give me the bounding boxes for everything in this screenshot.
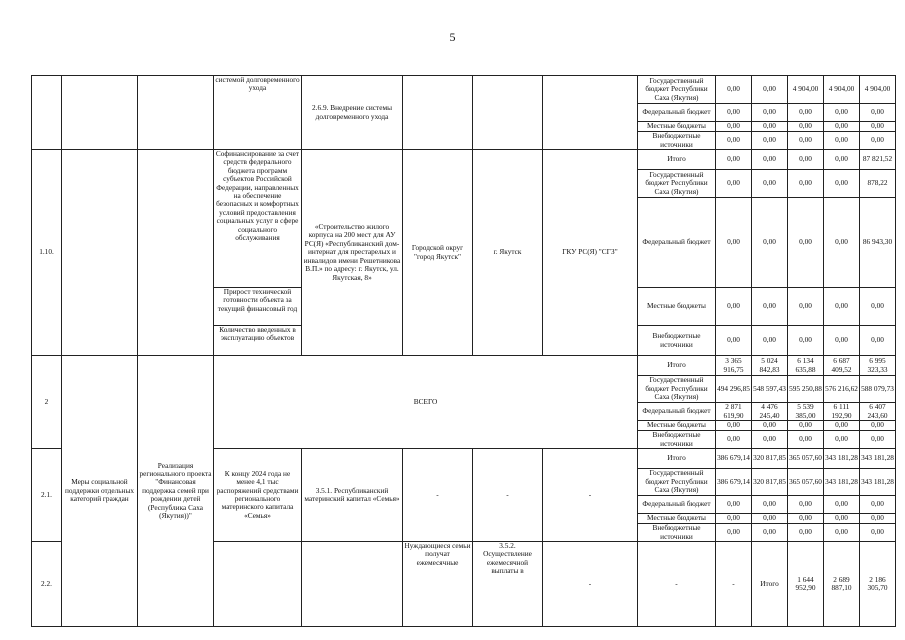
value-cell: 4 476 245,40 bbox=[752, 403, 788, 421]
value-cell: 0,00 bbox=[824, 421, 860, 431]
value-cell: 343 181,28 bbox=[860, 449, 896, 469]
value-cell: 0,00 bbox=[824, 288, 860, 326]
value-cell: 0,00 bbox=[716, 150, 752, 170]
task-cell: Количество введенных в эксплуатацию объектов bbox=[214, 326, 302, 356]
value-cell: 0,00 bbox=[860, 421, 896, 431]
executor-cell: ГКУ РС(Я) "СГЗ" bbox=[543, 150, 638, 356]
value-cell: 386 679,14 bbox=[716, 469, 752, 496]
value-cell: 0,00 bbox=[860, 288, 896, 326]
value-cell: 0,00 bbox=[824, 198, 860, 288]
value-cell: 0,00 bbox=[860, 122, 896, 132]
city-cell: г. Якутск bbox=[473, 150, 543, 356]
task-cell: К концу 2024 года не менее 4,1 тыс распоряжений средствами регионального материнского капитала «Семья» bbox=[214, 449, 302, 542]
table-row bbox=[32, 150, 896, 170]
event-cell: 3.5.2. Осуществление ежемесячной выплаты в bbox=[473, 542, 543, 627]
value-cell: 6 407 243,60 bbox=[860, 403, 896, 421]
value-cell: 0,00 bbox=[860, 496, 896, 514]
value-cell: 6 995 323,33 bbox=[860, 356, 896, 376]
value-cell: 595 250,88 bbox=[788, 376, 824, 403]
value-cell: 878,22 bbox=[860, 170, 896, 198]
value-cell: 3 365 916,75 bbox=[716, 356, 752, 376]
value-cell: 6 687 409,52 bbox=[824, 356, 860, 376]
value-cell: 6 111 192,90 bbox=[824, 403, 860, 421]
executor-cell: - bbox=[543, 449, 638, 542]
value-cell: 0,00 bbox=[788, 104, 824, 122]
value-cell: 0,00 bbox=[824, 431, 860, 449]
total-cell: ВСЕГО bbox=[214, 356, 638, 449]
value-cell: 0,00 bbox=[716, 170, 752, 198]
value-cell: 0,00 bbox=[788, 431, 824, 449]
value-cell: 0,00 bbox=[752, 122, 788, 132]
event-cell: 2.6.9. Внедрение системы долговременного ухода bbox=[302, 76, 403, 150]
row-number: 2.1. bbox=[32, 449, 62, 542]
value-cell: 0,00 bbox=[824, 524, 860, 542]
value-cell: 0,00 bbox=[788, 514, 824, 524]
value-cell: 5 024 842,83 bbox=[752, 356, 788, 376]
value-cell: 0,00 bbox=[824, 326, 860, 356]
source-cell: Государственный бюджет Республики Саха (Якутия) bbox=[638, 170, 716, 198]
value-cell: 0,00 bbox=[824, 170, 860, 198]
value-cell: 0,00 bbox=[860, 431, 896, 449]
budget-table bbox=[31, 75, 896, 627]
source-cell: Итого bbox=[638, 356, 716, 376]
value-cell: 0,00 bbox=[860, 514, 896, 524]
value-cell: 0,00 bbox=[716, 431, 752, 449]
value-cell: 0,00 bbox=[752, 524, 788, 542]
value-cell: 343 181,28 bbox=[860, 469, 896, 496]
value-cell: 0,00 bbox=[788, 524, 824, 542]
value-cell: 0,00 bbox=[788, 496, 824, 514]
source-cell: Итого bbox=[752, 542, 788, 627]
project-cell: Реализация регионального проекта "Финансовая поддержка семей при рождении детей (Республика Саха (Якутия))" bbox=[138, 356, 214, 627]
source-cell: Местные бюджеты bbox=[638, 514, 716, 524]
value-cell: 2 871 619,90 bbox=[716, 403, 752, 421]
value-cell: 0,00 bbox=[860, 326, 896, 356]
value-cell: 0,00 bbox=[824, 514, 860, 524]
source-cell: Местные бюджеты bbox=[638, 421, 716, 431]
value-cell: 0,00 bbox=[716, 524, 752, 542]
source-cell: Внебюджетные источники bbox=[638, 431, 716, 449]
empty-cell bbox=[62, 76, 138, 150]
event-cell: 3.5.1. Республиканский материнский капитал «Семья» bbox=[302, 449, 403, 542]
value-cell: 343 181,28 bbox=[824, 449, 860, 469]
value-cell: 4 904,00 bbox=[860, 76, 896, 104]
value-cell: 4 904,00 bbox=[824, 76, 860, 104]
value-cell: 0,00 bbox=[788, 326, 824, 356]
task-cell: системой долговременного ухода bbox=[214, 76, 302, 150]
empty-cell bbox=[32, 76, 62, 150]
value-cell: 0,00 bbox=[716, 76, 752, 104]
value-cell: 4 904,00 bbox=[788, 76, 824, 104]
empty-cell bbox=[543, 76, 638, 150]
value-cell: 0,00 bbox=[752, 421, 788, 431]
task-cell: Нуждающиеся семьи получат ежемесячные bbox=[403, 542, 473, 627]
value-cell: 0,00 bbox=[788, 132, 824, 150]
source-cell: Федеральный бюджет bbox=[638, 104, 716, 122]
value-cell: 320 817,85 bbox=[752, 449, 788, 469]
value-cell: 0,00 bbox=[788, 288, 824, 326]
source-cell: Государственный бюджет Республики Саха (Якутия) bbox=[638, 376, 716, 403]
source-cell: Федеральный бюджет bbox=[638, 198, 716, 288]
value-cell: 365 057,60 bbox=[788, 469, 824, 496]
value-cell: 0,00 bbox=[824, 496, 860, 514]
source-cell: Федеральный бюджет bbox=[638, 496, 716, 514]
value-cell: 0,00 bbox=[860, 524, 896, 542]
value-cell: 5 539 385,00 bbox=[788, 403, 824, 421]
value-cell: 2 186 305,70 bbox=[860, 542, 896, 627]
value-cell: 548 597,43 bbox=[752, 376, 788, 403]
value-cell: 0,00 bbox=[752, 104, 788, 122]
value-cell: 0,00 bbox=[716, 104, 752, 122]
value-cell: 588 079,73 bbox=[860, 376, 896, 403]
row-number: 2 bbox=[32, 356, 62, 449]
empty-cell bbox=[138, 150, 214, 356]
row-number: 1.10. bbox=[32, 150, 62, 356]
value-cell: 0,00 bbox=[752, 326, 788, 356]
executor-cell: - bbox=[716, 542, 752, 627]
empty-cell bbox=[403, 76, 473, 150]
table-row bbox=[32, 76, 896, 104]
value-cell: 0,00 bbox=[716, 198, 752, 288]
value-cell: 0,00 bbox=[752, 431, 788, 449]
empty-cell bbox=[473, 76, 543, 150]
empty-cell bbox=[62, 150, 138, 356]
page-number: 5 bbox=[449, 30, 456, 44]
value-cell: 0,00 bbox=[860, 132, 896, 150]
value-cell: 365 057,60 bbox=[788, 449, 824, 469]
value-cell: 0,00 bbox=[824, 150, 860, 170]
value-cell: 0,00 bbox=[824, 122, 860, 132]
value-cell: 0,00 bbox=[716, 514, 752, 524]
value-cell: 0,00 bbox=[788, 150, 824, 170]
empty-cell bbox=[214, 542, 302, 627]
value-cell: 0,00 bbox=[752, 198, 788, 288]
value-cell: 0,00 bbox=[788, 170, 824, 198]
value-cell: 0,00 bbox=[752, 514, 788, 524]
source-cell: Местные бюджеты bbox=[638, 288, 716, 326]
source-cell: Внебюджетные источники bbox=[638, 524, 716, 542]
value-cell: 0,00 bbox=[752, 76, 788, 104]
value-cell: 0,00 bbox=[824, 104, 860, 122]
value-cell: 0,00 bbox=[716, 288, 752, 326]
value-cell: 86 943,30 bbox=[860, 198, 896, 288]
value-cell: 0,00 bbox=[788, 198, 824, 288]
value-cell: 0,00 bbox=[824, 132, 860, 150]
task-cell: Софинансирование за счет средств федерального бюджета программ субъектов Российской Федерации, направленных на обеспечение безопасных и комфортных условий предоставления социальных услуг в сфере социального обслуживания bbox=[214, 150, 302, 288]
value-cell: 386 679,14 bbox=[716, 449, 752, 469]
value-cell: 576 216,62 bbox=[824, 376, 860, 403]
source-cell: Государственный бюджет Республики Саха (Якутия) bbox=[638, 469, 716, 496]
table-row bbox=[32, 356, 896, 376]
event-cell: «Строительство жилого корпуса на 200 мест для АУ РС(Я) «Республиканский дом-интернат для престарелых и инвалидов имени Решетникова В.П.» по адресу: г. Якутск, ул. Якутская, 8» bbox=[302, 150, 403, 356]
value-cell: 0,00 bbox=[752, 150, 788, 170]
source-cell: Федеральный бюджет bbox=[638, 403, 716, 421]
task-cell: Прирост технической готовности объекта за текущий финансовый год bbox=[214, 288, 302, 326]
value-cell: 2 689 887,10 bbox=[824, 542, 860, 627]
district-cell: Городской округ "город Якутск" bbox=[403, 150, 473, 356]
source-cell: Внебюджетные источники bbox=[638, 326, 716, 356]
value-cell: 0,00 bbox=[716, 132, 752, 150]
value-cell: 343 181,28 bbox=[824, 469, 860, 496]
city-cell: - bbox=[473, 449, 543, 542]
source-cell: Внебюджетные источники bbox=[638, 132, 716, 150]
value-cell: 0,00 bbox=[716, 496, 752, 514]
value-cell: 0,00 bbox=[752, 170, 788, 198]
value-cell: 0,00 bbox=[788, 122, 824, 132]
source-cell: Местные бюджеты bbox=[638, 122, 716, 132]
value-cell: 320 817,85 bbox=[752, 469, 788, 496]
value-cell: 6 134 635,88 bbox=[788, 356, 824, 376]
value-cell: 494 296,85 bbox=[716, 376, 752, 403]
district-cell: - bbox=[403, 449, 473, 542]
row-number: 2.2. bbox=[32, 542, 62, 627]
value-cell: 87 821,52 bbox=[860, 150, 896, 170]
empty-cell bbox=[302, 542, 403, 627]
value-cell: 0,00 bbox=[752, 288, 788, 326]
value-cell: 0,00 bbox=[788, 421, 824, 431]
source-cell: Итого bbox=[638, 449, 716, 469]
value-cell: 0,00 bbox=[716, 326, 752, 356]
value-cell: 1 644 952,90 bbox=[788, 542, 824, 627]
source-cell: Итого bbox=[638, 150, 716, 170]
value-cell: 0,00 bbox=[752, 496, 788, 514]
value-cell: 0,00 bbox=[716, 421, 752, 431]
value-cell: 0,00 bbox=[716, 122, 752, 132]
goal-cell: Меры социальной поддержки отдельных категорий граждан bbox=[62, 356, 138, 627]
value-cell: 0,00 bbox=[860, 104, 896, 122]
source-cell: Государственный бюджет Республики Саха (Якутия) bbox=[638, 76, 716, 104]
value-cell: 0,00 bbox=[752, 132, 788, 150]
empty-cell bbox=[138, 76, 214, 150]
district-cell: - bbox=[543, 542, 638, 627]
city-cell: - bbox=[638, 542, 716, 627]
